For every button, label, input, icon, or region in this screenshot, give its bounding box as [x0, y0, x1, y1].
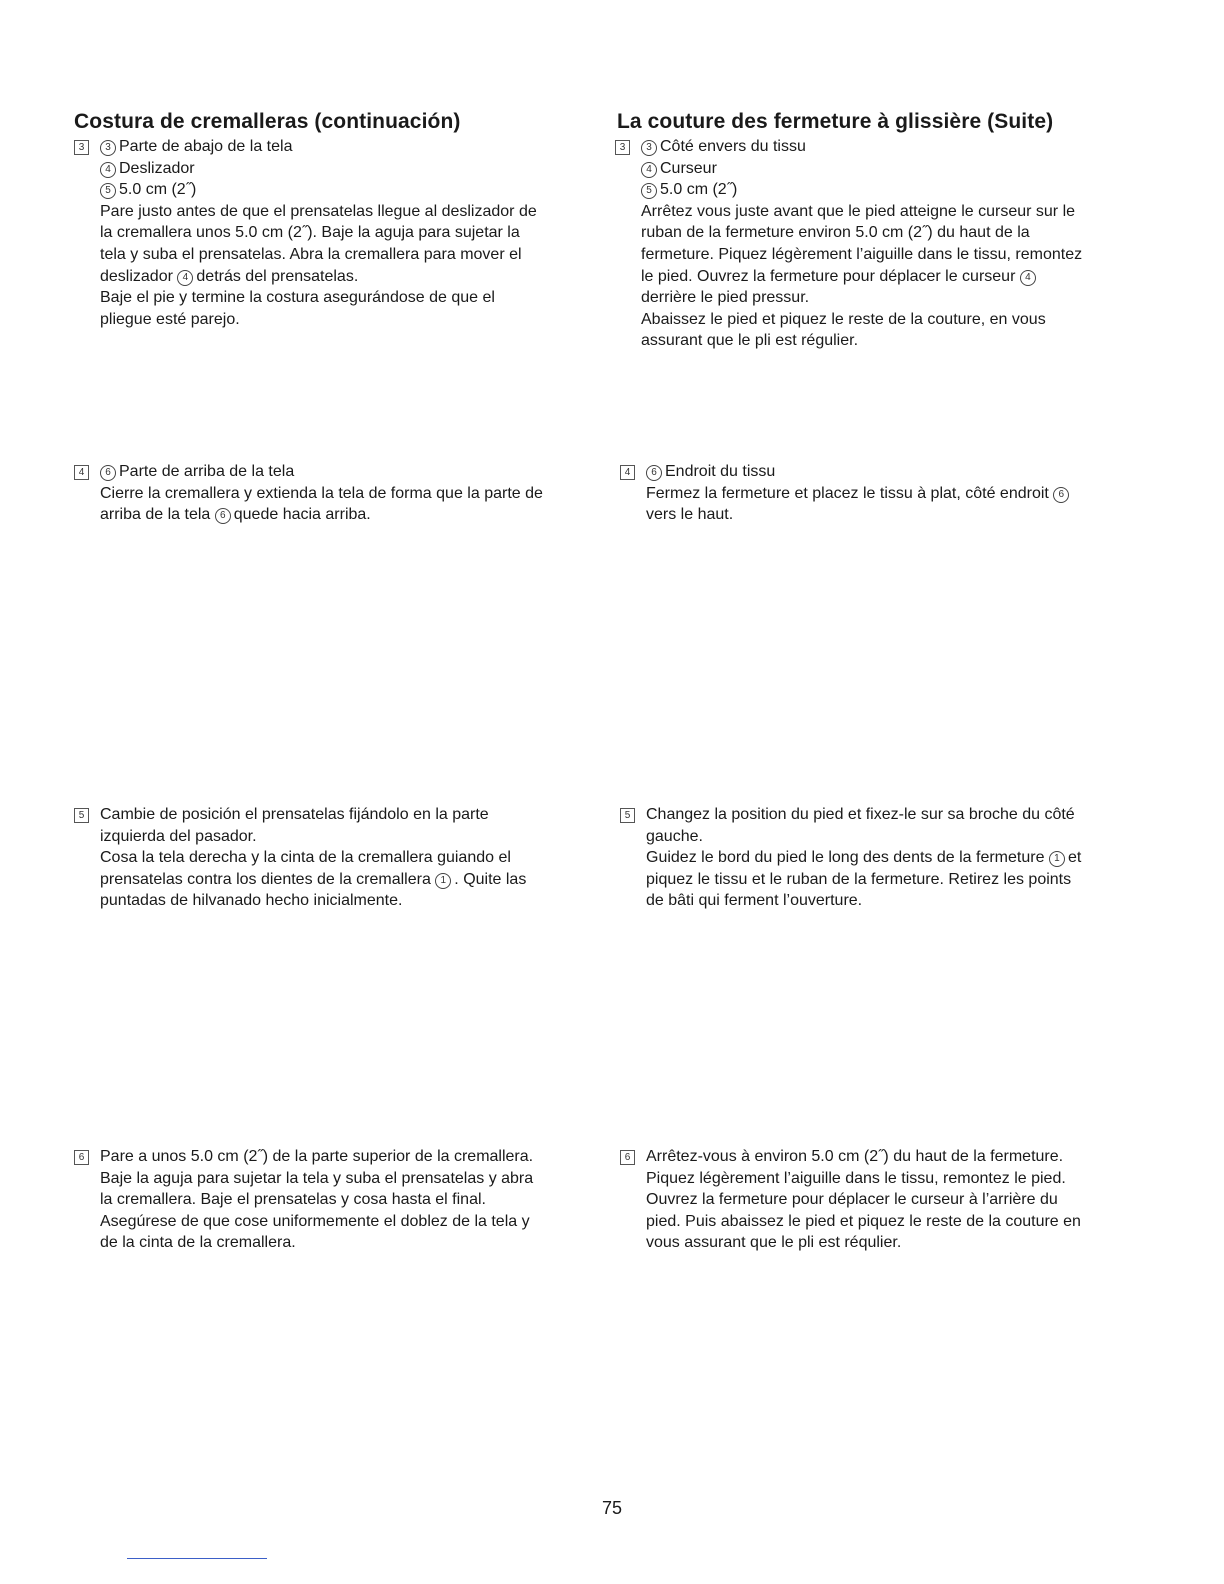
section-6-fr [620, 1146, 1081, 1254]
section-6-es [74, 1146, 533, 1254]
paragraph-line: Piquez légèrement l’aiguille dans le tissu, remontez le pied. [646, 1169, 1066, 1187]
item-label: Côté envers du tissu [660, 138, 806, 155]
paragraph-line: Abaissez le pied et piquez le reste de la couture, en vous [641, 310, 1046, 328]
item-row [615, 179, 1082, 201]
step-4-row [620, 461, 1072, 483]
paragraph-line [620, 483, 1072, 505]
paragraph-line [74, 266, 537, 288]
step-number-6: 6 [620, 1150, 635, 1165]
text-run: Guidez le bord du pied le long des dents de la fermeture [646, 849, 1045, 867]
paragraph-line: assurant que le pli est régulier. [641, 332, 859, 350]
paragraph-line: Baje el pie y termine la costura asegurándose de que el [100, 289, 495, 307]
heading-es: Costura de cremalleras (continuación) [74, 110, 461, 133]
paragraph-line: gauche. [646, 827, 703, 845]
step-6-row [74, 1146, 533, 1168]
paragraph-line [615, 266, 1082, 288]
paragraph-line: piquez le tissu et le ruban de la fermeture. Retirez les points [646, 870, 1072, 888]
section-4-es [74, 461, 543, 526]
item-row [615, 158, 1082, 180]
item-row [74, 179, 537, 201]
paragraph-line: derrière le pied pressur. [641, 289, 810, 307]
step-number-5: 5 [74, 808, 89, 823]
page-number: 75 [601, 1498, 623, 1518]
circled-1-icon: 1 [435, 873, 451, 889]
paragraph-line: la cremallera. Baje el prensatelas y cosa hasta el final. [100, 1191, 486, 1209]
text-run: detrás del prensatelas. [196, 267, 359, 285]
paragraph-line: Baje la aguja para sujetar la tela y suba el prensatelas y abra [100, 1169, 534, 1187]
item-label: 5.0 cm (2˝) [660, 181, 738, 199]
step-3-row [74, 136, 537, 158]
paragraph-line: puntadas de hilvanado hecho inicialmente. [100, 892, 403, 910]
item-label: 5.0 cm (2˝) [119, 181, 197, 199]
text-run: et [1067, 849, 1082, 867]
paragraph-line: Ouvrez la fermeture pour déplacer le curseur à l’arrière du [646, 1191, 1058, 1209]
circled-5-icon: 5 [100, 183, 116, 199]
paragraph-line: Cambie de posición el prensatelas fijándolo en la parte [100, 806, 489, 823]
circled-4-icon: 4 [100, 162, 116, 178]
section-5-es [74, 804, 526, 912]
circled-5-icon: 5 [641, 183, 657, 199]
item-label: Parte de arriba de la tela [119, 463, 295, 480]
paragraph-line: de bâti qui ferment l’ouverture. [646, 892, 863, 910]
step-number-5: 5 [620, 808, 635, 823]
paragraph-line: Cierre la cremallera y extienda la tela de forma que la parte de [100, 484, 543, 502]
text-run: arriba de la tela [100, 506, 211, 524]
text-run: quede hacia arriba. [233, 506, 371, 524]
step-4-row [74, 461, 543, 483]
paragraph-line: ruban de la fermeture environ 5.0 cm (2˝) du haut de la [641, 224, 1030, 242]
step-number-3: 3 [615, 140, 630, 155]
item-row [74, 158, 537, 180]
circled-4-icon: 4 [641, 162, 657, 178]
step-number-4: 4 [74, 465, 89, 480]
heading-fr: La couture des fermeture à glissière (Suite) [617, 110, 1054, 133]
paragraph-line: pied. Puis abaissez le pied et piquez le reste de la couture en [646, 1212, 1081, 1230]
paragraph-line: Arrêtez-vous à environ 5.0 cm (2˝) du haut de la fermeture. [646, 1148, 1064, 1165]
step-number-4: 4 [620, 465, 635, 480]
step-5-row [74, 804, 526, 826]
paragraph-line: pliegue esté parejo. [100, 310, 240, 328]
paragraph-line [620, 847, 1081, 869]
circled-3-icon: 3 [641, 140, 657, 156]
paragraph-line: vers le haut. [646, 506, 734, 524]
step-6-row [620, 1146, 1081, 1168]
text-run: deslizador [100, 267, 173, 285]
step-5-row [620, 804, 1081, 826]
paragraph-line: fermeture. Piquez légèrement l’aiguille dans le tissu, remontez [641, 245, 1083, 263]
circled-6-icon: 6 [646, 465, 662, 481]
paragraph-line: Pare a unos 5.0 cm (2˝) de la parte superior de la cremallera. [100, 1148, 534, 1165]
footer-rule [127, 1558, 267, 1559]
section-3-es [74, 136, 537, 330]
paragraph-line [74, 504, 543, 526]
step-number-6: 6 [74, 1150, 89, 1165]
step-3-row [615, 136, 1082, 158]
text-run: Fermez la fermeture et placez le tissu à plat, côté endroit [646, 484, 1049, 502]
item-label: Curseur [660, 159, 717, 177]
section-5-fr [620, 804, 1081, 912]
circled-6-icon: 6 [215, 508, 231, 524]
circled-6-icon: 6 [100, 465, 116, 481]
paragraph-line: Arrêtez vous juste avant que le pied atteigne le curseur sur le [641, 202, 1076, 220]
circled-4-icon: 4 [177, 270, 193, 286]
paragraph-line: Pare justo antes de que el prensatelas llegue al deslizador de [100, 202, 537, 220]
paragraph-line: de la cinta de la cremallera. [100, 1234, 296, 1252]
circled-1-icon: 1 [1049, 851, 1065, 867]
text-run: . Quite las [454, 870, 527, 888]
item-label: Deslizador [119, 159, 195, 177]
item-label: Parte de abajo de la tela [119, 138, 293, 155]
section-3-fr [615, 136, 1082, 352]
section-4-fr [620, 461, 1072, 526]
paragraph-line: vous assurant que le pli est réqulier. [646, 1234, 902, 1252]
paragraph-line: izquierda del pasador. [100, 827, 257, 845]
circled-4-icon: 4 [1020, 270, 1036, 286]
paragraph-line: Asegúrese de que cose uniformemente el doblez de la tela y [100, 1212, 530, 1230]
text-run: le pied. Ouvrez la fermeture pour déplacer le curseur [641, 267, 1016, 285]
circled-6-icon: 6 [1053, 487, 1069, 503]
paragraph-line: la cremallera unos 5.0 cm (2˝). Baje la aguja para sujetar la [100, 224, 520, 242]
paragraph-line: Changez la position du pied et fixez-le sur sa broche du côté [646, 806, 1075, 823]
text-run: prensatelas contra los dientes de la cremallera [100, 870, 431, 888]
paragraph-line: tela y suba el prensatelas. Abra la cremallera para mover el [100, 245, 522, 263]
paragraph-line: Cosa la tela derecha y la cinta de la cremallera guiando el [100, 849, 511, 867]
item-label: Endroit du tissu [665, 463, 776, 480]
paragraph-line [74, 869, 526, 891]
circled-3-icon: 3 [100, 140, 116, 156]
step-number-3: 3 [74, 140, 89, 155]
